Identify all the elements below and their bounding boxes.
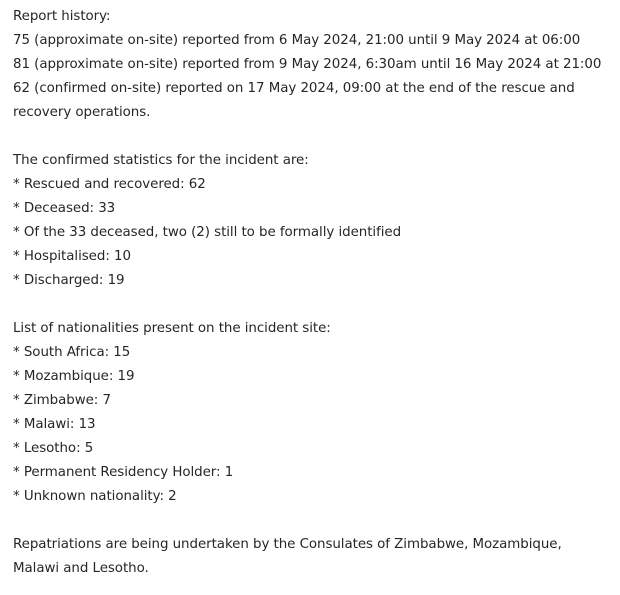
nationalities-heading: List of nationalities present on the incident site: [13,321,331,336]
nationality-item: * South Africa: 15 [13,345,131,360]
nationality-item: * Zimbabwe: 7 [13,393,111,408]
paragraph-spacer [13,293,613,317]
paragraph-spacer [13,509,613,533]
paragraph-spacer [13,125,613,149]
document-body [13,5,613,581]
report-history-heading: Report history: [13,9,111,24]
statistics-item: * Hospitalised: 10 [13,249,131,264]
statistics-item: * Rescued and recovered: 62 [13,177,206,192]
nationality-item: * Malawi: 13 [13,417,96,432]
nationality-item: * Unknown nationality: 2 [13,489,177,504]
nationality-item: * Lesotho: 5 [13,441,94,456]
nationality-item: * Mozambique: 19 [13,369,135,384]
statistics-heading: The confirmed statistics for the incident are: [13,153,309,168]
repatriation-statement: Repatriations are being undertaken by the Consulates of Zimbabwe, Mozambique, Malawi and Lesotho. [13,537,562,576]
statistics-item: * Of the 33 deceased, two (2) still to be formally identified [13,225,402,240]
nationality-item: * Permanent Residency Holder: 1 [13,465,234,480]
statistics-item: * Deceased: 33 [13,201,116,216]
statistics-item: * Discharged: 19 [13,273,125,288]
report-history-entry: 81 (approximate on-site) reported from 9 May 2024, 6:30am until 16 May 2024 at 21:00 [13,57,602,72]
report-history-entry: 75 (approximate on-site) reported from 6 May 2024, 21:00 until 9 May 2024 at 06:00 [13,33,581,48]
report-history-entry: 62 (confirmed on-site) reported on 17 May 2024, 09:00 at the end of the rescue and recovery operations. [13,81,575,120]
